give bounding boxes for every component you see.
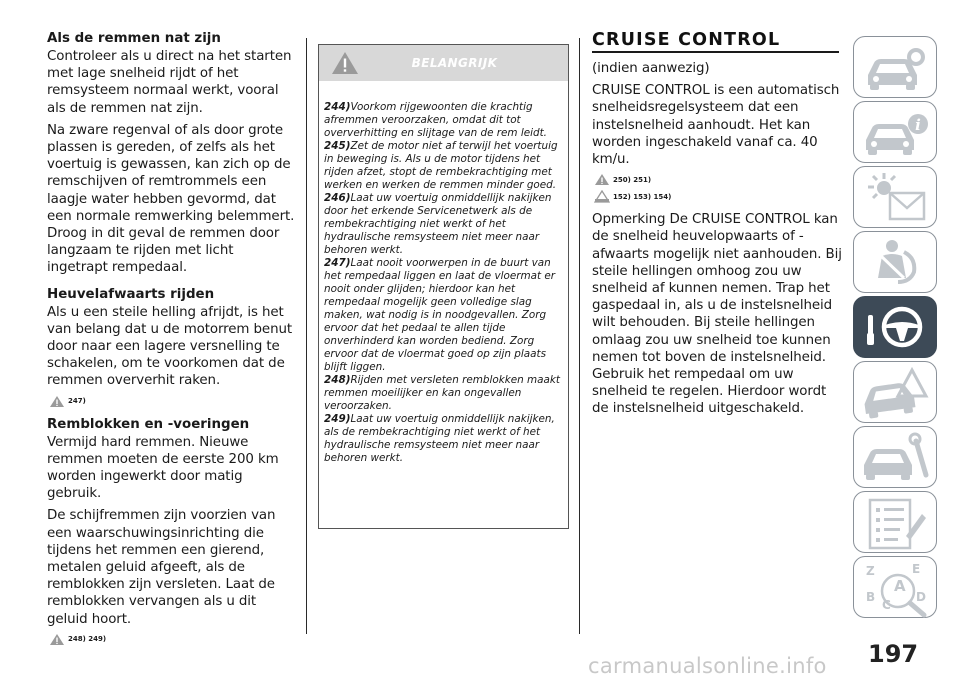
title-underline xyxy=(592,51,839,53)
heading-downhill: Heuvelafwaarts rijden xyxy=(47,286,215,302)
car-dashboard-icon xyxy=(854,37,938,99)
warning-triangle-icon xyxy=(49,633,65,646)
watermark: carmanualsonline.info xyxy=(588,654,827,678)
tab-emergency[interactable] xyxy=(853,361,937,423)
warning-item-text: Laat nooit voorwerpen in de buurt van het rempedaal liggen en laat de vloermat er nooit onder glijden; hierdoor kan het rempedaal mogelijk geen volledige slag maken, wat nodig is in noodgevallen. Zorg ervoor dat het pedaal te allen tijde onverhinderd kan worden bediend. Zorg ervoor dat de vloermat goed op zijn plaats blijft liggen. xyxy=(324,257,556,373)
steering-wheel-key-icon xyxy=(854,297,938,359)
warning-item-text: Laat uw voertuig onmiddellijk nakijken, als de rembekrachtiging niet werkt of het hydraulische remsysteem niet meer naar behoren werkt. xyxy=(324,413,555,464)
warning-item-text: Zet de motor niet af terwijl het voertuig in beweging is. Als u de motor tijdens het rijden afzet, stopt de rembekrachtiging met werken en werken de remmen minder goed. xyxy=(324,140,558,191)
index-az-icon xyxy=(854,557,938,619)
warning-reference-text: 250) 251) xyxy=(613,175,652,184)
column-right xyxy=(592,30,842,423)
warning-reference xyxy=(49,633,295,646)
warning-box-header xyxy=(319,45,568,81)
index-letter: Z xyxy=(866,564,875,578)
warning-reference xyxy=(49,395,295,408)
warning-item-number: 247) xyxy=(324,257,351,269)
paragraph-wet-brakes-1: Controleer als u direct na het starten met lage snelheid rijdt of het remsysteem normaal werkt, vooral als de remmen nat zijn. xyxy=(47,49,292,116)
warning-item-number: 249) xyxy=(324,413,351,425)
warning-item xyxy=(324,413,563,465)
warning-item xyxy=(324,257,563,374)
car-maintenance-icon xyxy=(854,427,938,489)
paragraph-cruise-intro: CRUISE CONTROL is een automatisch snelheidsregelsysteem dat een instelsnelheid aanhoudt. Het kan worden ingeschakeld vanaf ca. 40 km/u. xyxy=(592,83,840,168)
warning-item-number: 245) xyxy=(324,140,351,152)
warning-item-number: 244) xyxy=(324,101,351,113)
warning-box-title: BELANGRIJK xyxy=(411,56,498,70)
seatbelt-safety-icon xyxy=(854,232,938,294)
warning-item-number: 248) xyxy=(324,374,351,386)
warning-item xyxy=(324,101,563,140)
specifications-icon xyxy=(854,492,938,554)
heading-brake-pads: Remblokken en -voeringen xyxy=(47,416,250,432)
tab-index[interactable] xyxy=(853,556,937,618)
warning-item xyxy=(324,374,563,413)
paragraph-wet-brakes-2: Na zware regenval of als door grote plassen is gereden, of zelfs als het voertuig is gewassen, kan zich op de remschijven of remtrommels een laagje water hebben gevormd, dat een normale remwerking belemmert. Droog in dit geval de remmen door langzaam te rijden met licht ingetrapt rempedaal. xyxy=(47,122,295,276)
paragraph-brake-pads-1: Vermijd hard remmen. Nieuwe remmen moeten de eerste 200 km worden ingewerkt door matig gebruik. xyxy=(47,434,279,502)
warning-item-text: Voorkom rijgewoonten die krachtig afremmen veroorzaken, omdat dit tot oververhitting en slijtage van de rem leidt. xyxy=(324,101,547,139)
index-letter: C xyxy=(882,598,891,612)
warning-reference-text: 247) xyxy=(68,397,86,406)
paragraph-cruise-note: Opmerking De CRUISE CONTROL kan de snelheid heuvelopwaarts of -afwaarts mogelijk niet aanhouden. Bij steile hellingen omhoog zou uw snelheid af kunnen nemen. Trap het gaspedaal in, als u de instelsnelheid wilt behouden. Bij steile hellingen omlaag zou uw snelheid toe kunnen nemen tot boven de instelsnelheid. Gebruik het rempedaal om uw snelheid te regelen. Hierdoor wordt de instelsnelheid uitgeschakeld. xyxy=(592,212,842,417)
tab-maintenance[interactable] xyxy=(853,426,937,488)
column-left xyxy=(47,30,295,654)
caution-reference xyxy=(594,190,842,203)
index-letter: D xyxy=(916,590,926,604)
tab-dashboard[interactable] xyxy=(853,36,937,98)
warning-reference-text: 248) 249) xyxy=(68,635,107,644)
svg-text:i: i xyxy=(915,116,921,134)
important-warning-box xyxy=(318,44,569,529)
tab-safety[interactable] xyxy=(853,231,937,293)
page-number: 197 xyxy=(868,640,919,668)
index-letter: E xyxy=(912,562,921,576)
tab-starting-driving[interactable] xyxy=(853,296,937,358)
column-divider xyxy=(306,38,307,634)
warning-triangle-icon xyxy=(49,395,65,408)
tab-specifications[interactable] xyxy=(853,491,937,553)
paragraph-if-present: (indien aanwezig) xyxy=(592,61,710,76)
paragraph-downhill: Als u een steile helling afrijdt, is het van belang dat u de motorrem benut door naar een lagere versnelling te schakelen, om te voorkomen dat de remmen oververhit raken. xyxy=(47,304,292,389)
warning-item-number: 246) xyxy=(324,192,351,204)
caution-reference-text: 152) 153) 154) xyxy=(613,192,672,201)
car-accident-icon xyxy=(854,362,938,424)
heading-wet-brakes: Als de remmen nat zijn xyxy=(47,31,221,46)
section-title-cruise-control: CRUISE CONTROL xyxy=(592,30,781,50)
warning-lights-icon xyxy=(854,167,938,229)
paragraph-brake-pads-2: De schijfremmen zijn voorzien van een waarschuwingsinrichting die tijdens het remmen een gierend, metalen geluid afgeeft, als de remblokken zijn versleten. Laat de remblokken vervangen als u dit geluid hoort. xyxy=(47,508,276,627)
index-letter: B xyxy=(866,590,876,604)
car-info-icon xyxy=(854,102,938,164)
warning-item xyxy=(324,192,563,257)
warning-item-text: Laat uw voertuig onmiddellijk nakijken door het erkende Servicenetwerk als de rembekrachtiging niet werkt of het hydraulische remsysteem niet meer naar behoren werkt. xyxy=(324,192,552,256)
warning-item-text: Rijden met versleten remblokken maakt remmen moeilijker en kan ongevallen veroorzaken. xyxy=(324,374,560,412)
column-divider xyxy=(579,38,580,634)
index-letter: A xyxy=(894,577,906,595)
tab-vehicle-info[interactable] xyxy=(853,101,937,163)
warning-triangle-icon xyxy=(594,173,610,186)
warning-item xyxy=(324,140,563,192)
caution-icon xyxy=(594,190,610,203)
warning-list xyxy=(319,81,568,465)
tab-warning-lights[interactable] xyxy=(853,166,937,228)
warning-reference xyxy=(594,173,842,186)
